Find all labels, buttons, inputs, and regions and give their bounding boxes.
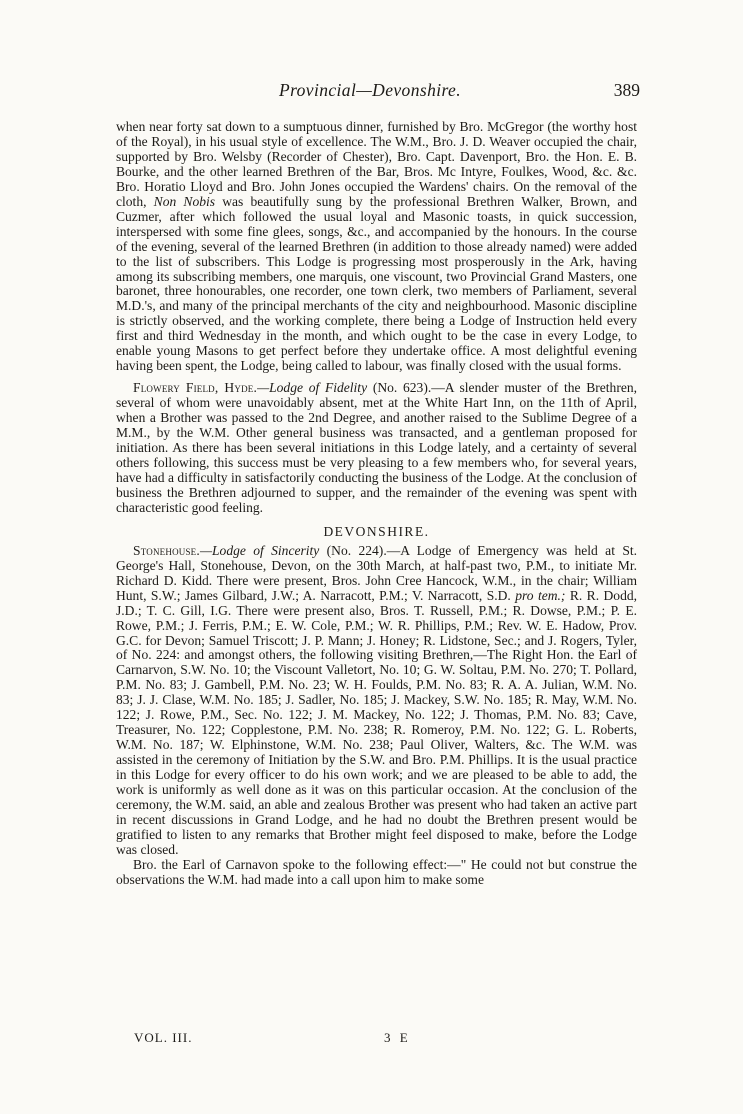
- lodge-name: —Lodge of Sincerity: [199, 542, 320, 558]
- page-body: [116, 120, 637, 888]
- page-header: [100, 80, 640, 106]
- volume-label: VOL. III.: [134, 1030, 193, 1045]
- signature-mark: 3 E: [384, 1030, 411, 1045]
- place-name: Stonehouse.: [133, 542, 200, 558]
- paragraph-stonehouse: Stonehouse.—Lodge of Sincerity (No. 224).—A Lodge of Emergency was held at St. George's Hall, Stonehouse, Devon, on the 30th March, at half-past two, P.M., to initiate Mr. Richard D. Kidd. There were present, Bros. John Cree Hancock, W.M., in the chair; William Hunt, S.W.; James Gilbard, J.W.; A. Narracott, P.M.; V. Narracott, S.D. pro tem.; R. R. Dodd, J.D.; T. C. Gill, I.G. There were present also, Bros. T. Russell, P.M.; R. Dowse, P.M.; P. E. Rowe, P.M.; J. Ferris, P.M.; E. W. Cole, P.M.; W. R. Phillips, P.M.; Rev. W. E. Hadow, Prov. G.C. for Devon; Samuel Triscott; J. P. Mann; J. Honey; R. Lidstone, Sec.; and J. Rogers, Tyler, of No. 224: and amongst others, the following visiting Brethren,—The Right Hon. the Earl of Carnarvon, S.W. No. 10; the Viscount Valletort, No. 10; G. W. Soltau, P.M. No. 270; T. Pollard, P.M. No. 83; J. Gambell, P.M. No. 23; W. H. Foulds, P.M. No. 83; R. A. A. Julian, W.M. No. 83; J. J. Clase, W.M. No. 185; J. Sadler, No. 185; J. Mackey, S.W. No. 185; R. May, W.M. No. 122; J. Rowe, P.M., Sec. No. 122; J. M. Mackey, No. 122; J. Thomas, P.M. No. 83; Cave, Treasurer, No. 122; Copplestone, P.M. No. 238; R. Romeroy, P.M. No. 122; G. L. Roberts, W.M. No. 187; W. Elphinstone, W.M. No. 238; Paul Oliver, Walters, &c. The W.M. was assisted in the ceremony of Initiation by the S.W. and Bro. P.M. Phillips. It is the usual practice in this Lodge for every officer to do his own work; and we are pleased to be able to add, the work is uniformly as well done as it was on this particular occasion. At the conclusion of the ceremony, the W.M. said, an able and zealous Brother was present who had taken an active part in recent discussions in Grand Lodge, and he had no doubt the Brethren present would be gratified to listen to any remarks that Brother might feel disposed to make, before the Lodge was closed.: [116, 542, 638, 857]
- section-heading: DEVONSHIRE.: [323, 523, 430, 539]
- place-name: Flowery Field, Hyde.: [133, 380, 258, 396]
- page-number: 389: [613, 80, 640, 100]
- paragraph-carnarvon-speech: Bro. the Earl of Carnavon spoke to the following effect:—" He could not but construe the observations the W.M. had made into a call upon him to make some: [116, 856, 637, 887]
- running-title: Provincial—Devonshire.: [279, 80, 461, 100]
- paragraph-chester-dinner: when near forty sat down to a sumptuous dinner, furnished by Bro. McGregor (the worthy host of the Royal), in his usual style of excellence. The W.M., Bro. J. D. Weaver occupied the chair, supported by Bro. Welsby (Recorder of Chester), Bro. Capt. Davenport, Bro. the Hon. E. B. Bourke, and the other learned Brethren of the Bar, Bros. Mc Intyre, Foulkes, Wood, &c. &c. Bro. Horatio Lloyd and Bro. John Jones occupied the Wardens' chairs. On the removal of the cloth, Non Nobis was beautifully sung by the professional Brethren Walker, Brown, and Cuzmer, after which followed the usual loyal and Masonic toasts, in quick succession, interspersed with some fine glees, songs, &c., and accompanied by the honours. In the course of the evening, several of the learned Brethren (in addition to those already named) were added to the list of subscribers. This Lodge is progressing most prosperously in the Ark, having among its subscribing members, one marquis, one viscount, two Provincial Grand Masters, one baronet, three honourables, one recorder, one town clerk, two members of Parliament, several M.D.'s, and many of the principal merchants of the city and neighbourhood. Masonic discipline is strictly observed, and the working complete, there being a Lodge of Instruction held every first and third Wednesday in the month, and which ought to be the case in every Lodge, to enable young Masons to get perfect before they undertake office. A most delightful evening having been spent, the Lodge, being called to labour, was finally closed with the usual forms.: [116, 119, 637, 374]
- paragraph-flowery-field: Flowery Field, Hyde.—Lodge of Fidelity (No. 623).—A slender muster of the Brethren, several of whom were unavoidably absent, met at the White Hart Inn, on the 11th of April, when a Brother was passed to the 2nd Degree, and another raised to the Sublime Degree of a M.M., by the W.M. Other general business was transacted, and a gentleman proposed for initiation. As there has been several initiations in this Lodge lately, and a certainty of several others following, this success must be very pleasing to a few members who, for several years, have had a difficulty in satisfactorily conducting the business of the Lodge. At the conclusion of business the Brethren adjourned to supper, and the remainder of the evening was spent with characteristic good feeling.: [116, 380, 638, 515]
- page-footer: [134, 1030, 514, 1050]
- lodge-name: —Lodge of Fidelity: [257, 380, 368, 396]
